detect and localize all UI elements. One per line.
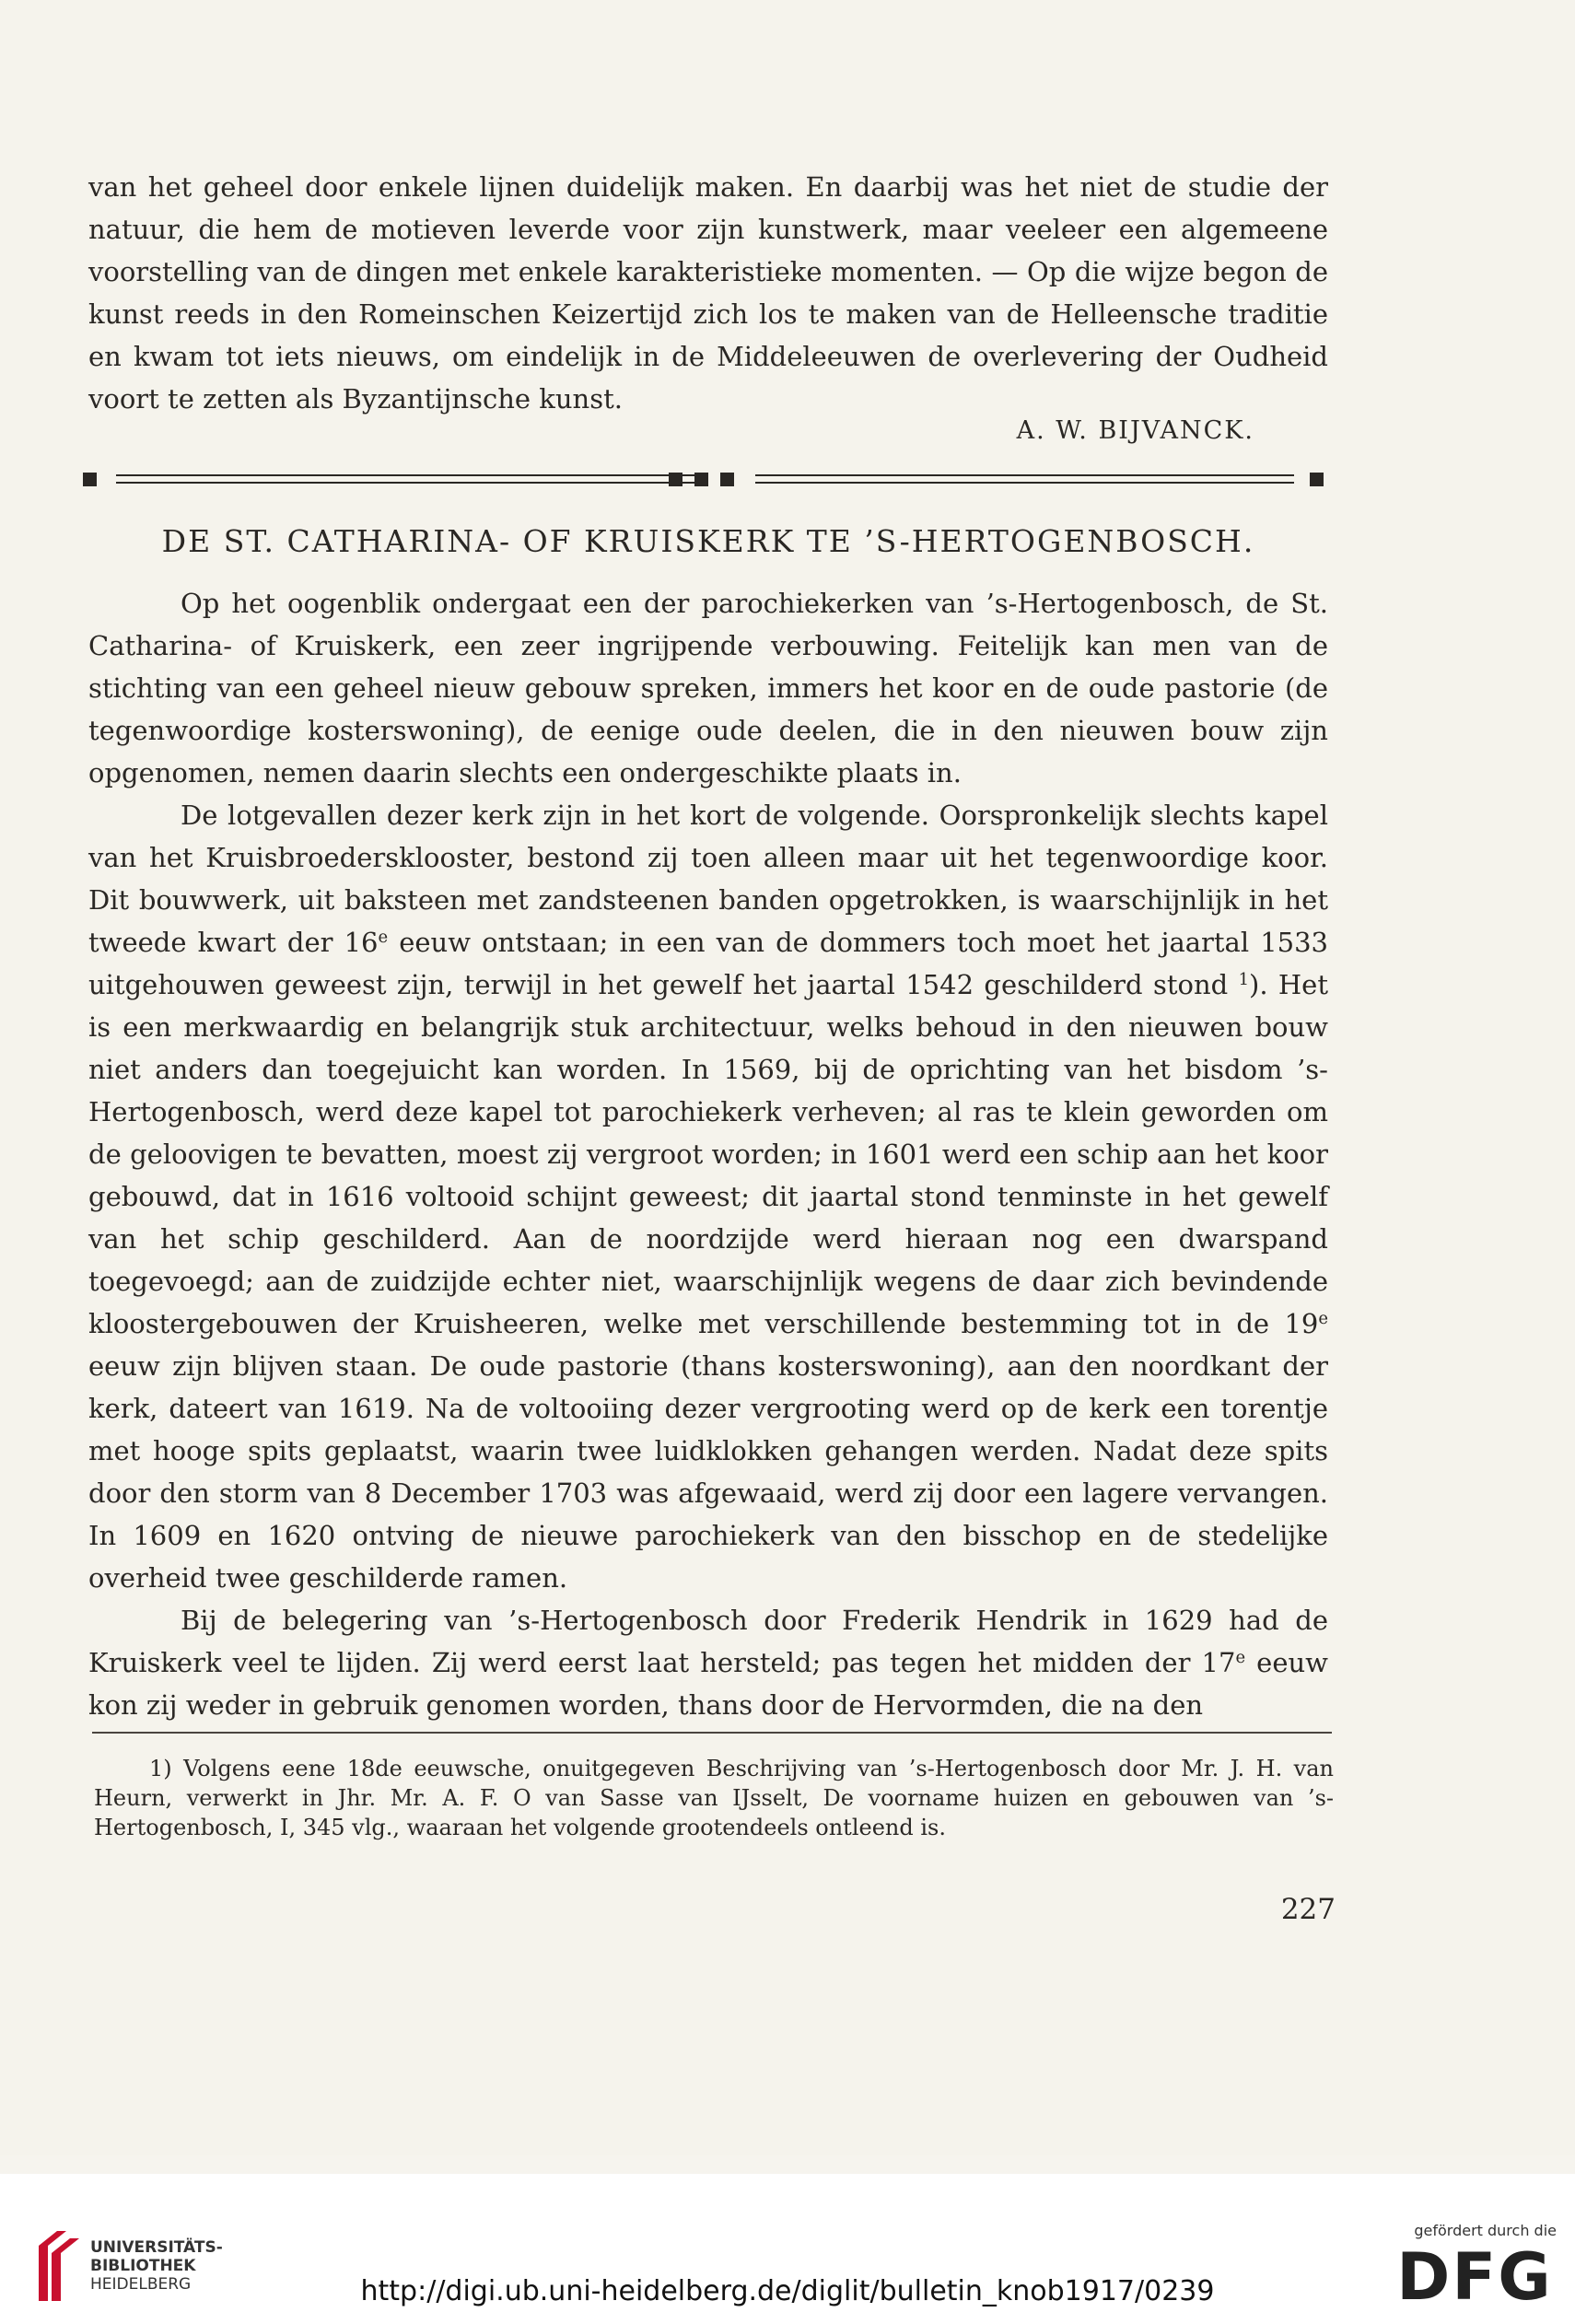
author-signature: A. W. BIJVANCK. [1016,416,1254,445]
article-title: DE ST. CATHARINA- OF KRUISKERK TE ’S-HERTOGENBOSCH. [161,523,1255,559]
dfg-logo-text: DFG [1396,2242,1553,2308]
article-paragraph-3 [88,1599,1328,1726]
library-name-line: UNIVERSITÄTS- [90,2238,223,2257]
article-body [88,582,1328,1726]
ornament-rule [755,482,1294,484]
ornament-rule [116,482,706,484]
funding-caption: gefördert durch die [1414,2222,1557,2239]
text-run: eeuw kon zij weder in gebruik genomen worden, thans door de Hervormden, die na den [88,1647,1328,1721]
superscript: e [1318,1309,1328,1329]
previous-article-paragraph: van het geheel door enkele lijnen duidelijk maken. En daarbij was het niet de studie der natuur, die hem de motieven leverde voor zijn kunstwerk, maar veeleer een algemeene voorstelling van de dingen met enkele karakteristieke momenten. — Op die wijze begon de kunst reeds in den Romeinschen Keizertijd zich los te maken van de Helleensche traditie en kwam tot iets nieuws, om eindelijk in de Middeleeuwen de overlevering der Oudheid voort te zetten als Byzantijnsche kunst. [88,171,1328,415]
text-run: De lotgevallen dezer kerk zijn in het kort de volgende. Oorspronkelijk slechts kapel van het Kruisbroedersklooster, bestond zij toen alleen maar uit het tegenwoordige koor. Dit bouwwerk, uit baksteen met zandsteenen banden opgetrokken, is waarschijnlijk in het tweede kwart der 16 [88,800,1328,958]
article-paragraph-1: Op het oogenblik ondergaat een der parochiekerken van ’s-Hertogenbosch, de St. Catharina- of Kruiskerk, een zeer ingrijpende verbouwing. Feitelijk kan men van de stichting van een geheel nieuw gebouw spreken, immers het koor en de oude pastorie (de tegenwoordige kosterswoning), de eenige oude deelen, die in den nieuwen bouw zijn opgenomen, nemen daarin slechts een ondergeschikte plaats in. [88,588,1328,788]
footnote-reference[interactable]: 1 [1238,970,1249,990]
ornament-square-icon [1310,473,1324,486]
text-run: Bij de belegering van ’s-Hertogenbosch door Frederik Hendrik in 1629 had de Kruiskerk veel te lijden. Zij werd eerst laat hersteld; pas tegen het midden der 17 [88,1605,1328,1678]
text-run: eeuw ontstaan; in een van de dommers toch moet het jaartal 1533 uitgehouwen geweest zijn, terwijl in het gewelf het jaartal 1542 geschilderd stond [88,927,1328,1000]
article-paragraph-2 [88,794,1328,1599]
library-name-line: BIBLIOTHEK [90,2257,196,2275]
source-url-link[interactable]: http://digi.ub.uni-heidelberg.de/diglit/bulletin_knob1917/0239 [360,2275,1215,2307]
text-run: eeuw zijn blijven staan. De oude pastorie (thans kosterswoning), aan den noordkant der kerk, dateert van 1619. Na de voltooiing dezer vergrooting werd op de kerk een torentje met hooge spits geplaatst, waarin twee luidklokken gehangen werden. Nadat deze spits door den storm van 8 December 1703 was afgewaaid, werd zij door een lagere vervangen. In 1609 en 1620 ontving de nieuwe parochiekerk van den bisschop en de stedelijke overheid twee geschilderde ramen. [88,1350,1328,1594]
footnote-separator [92,1732,1332,1734]
section-divider-ornament [83,470,1326,492]
dfg-logo-icon[interactable] [1393,2242,1557,2308]
ornament-square-icon [669,473,682,486]
ornament-rule [116,474,706,476]
ornament-rule [755,474,1294,476]
superscript: e [378,928,389,948]
text-run: ). Het is een merkwaardig en belangrijk stuk architectuur, welks behoud in den nieuwen bouw niet anders dan toegejuicht kan worden. In 1569, bij de oprichting van het bisdom ’s-Hertogenbosch, werd deze kapel tot parochiekerk verheven; al ras te klein geworden om de geloovigen te bevatten, moest zij vergroot worden; in 1601 werd een schip aan het koor gebouwd, dat in 1616 voltooid schijnt geweest; dit jaartal stond tenminste in het gewelf van het schip geschilderd. Aan de noordzijde werd hieraan nog een dwarspand toegevoegd; aan de zuidzijde echter niet, waarschijnlijk wegens de daar zich bevindende kloostergebouwen der Kruisheeren, welke met verschillende bestemming tot in de 19 [88,969,1328,1339]
ornament-square-icon [720,473,734,486]
ornament-square-icon [83,473,97,486]
footnote: 1) Volgens eene 18de eeuwsche, onuitgegeven Beschrijving van ’s-Hertogenbosch door Mr. J. H. van Heurn, verwerkt in Jhr. Mr. A. F. O van Sasse van IJsselt, De voorname huizen en gebouwen van ’s-Hertogenbosch, I, 345 vlg., waaraan het volgende grootendeels ontleend is. [94,1756,1334,1840]
previous-article-text [88,166,1328,420]
ornament-square-icon [694,473,708,486]
library-name-line: HEIDELBERG [90,2275,192,2294]
superscript: e [1235,1648,1246,1668]
page-number: 227 [1280,1893,1336,1926]
